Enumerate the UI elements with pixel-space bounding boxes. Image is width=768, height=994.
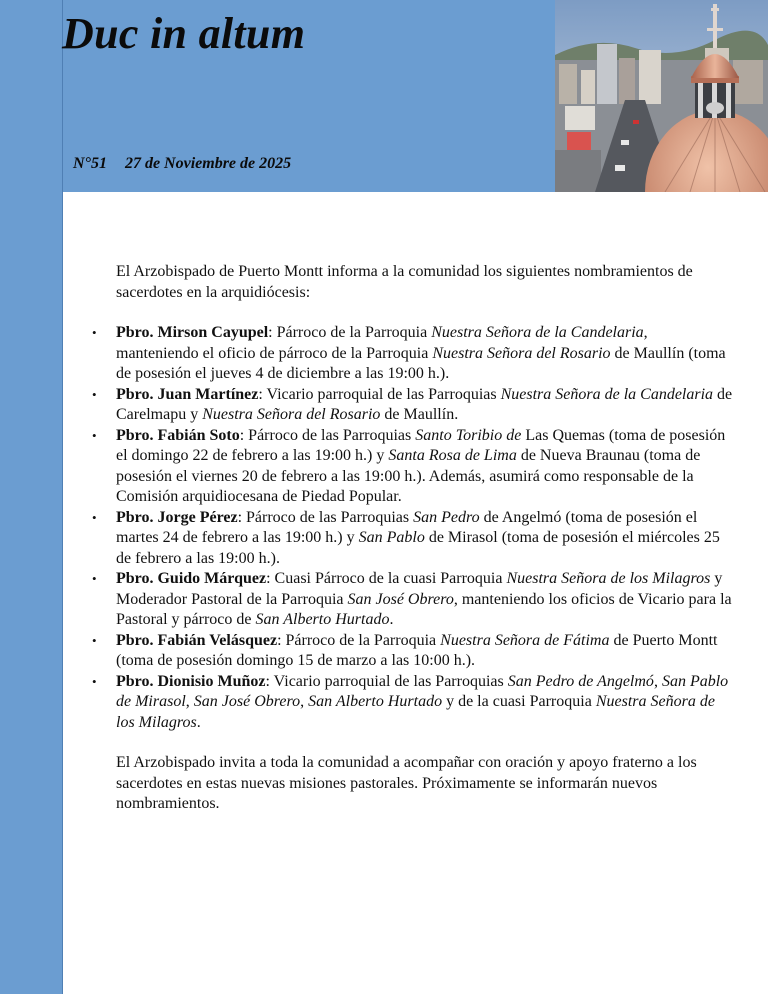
bullet-icon: • (92, 632, 97, 648)
priest-name: Pbro. Jorge Pérez (116, 508, 238, 526)
appointment-text: , manteniendo los oficios de Vicario para la Pastoral y párroco de (116, 590, 732, 628)
priest-name: Pbro. Dionisio Muñoz (116, 672, 266, 690)
parish-name: Nuestra Señora de Fátima (440, 631, 610, 649)
parish-name: San Alberto Hurtado (308, 693, 443, 710)
appointment-text: de Mirasol (toma de posesión el miércoles 25 de febrero a las 19:00 h.). (116, 529, 720, 567)
appointments-list (92, 323, 734, 733)
appointment-item (92, 569, 734, 631)
appointment-item (92, 385, 734, 426)
appointment-text: de Angelmó (toma de posesión el martes 24 de febrero a las 19:00 h.) y (116, 508, 698, 546)
bullet-icon: • (92, 571, 97, 586)
appointment-text: de Maullín. (380, 406, 459, 423)
issue-date: 27 de Noviembre de 2025 (124, 155, 292, 172)
appointment-text: de Maullín (toma de posesión el jueves 4 de diciembre a las 19:00 h.). (116, 344, 726, 382)
parish-name: San Alberto Hurtado (255, 611, 390, 628)
appointment-text: : Párroco de la Parroquia (268, 324, 432, 341)
parish-name: Santo Toribio de (415, 426, 522, 444)
intro-paragraph: El Arzobispado de Puerto Montt informa a la comunidad los siguientes nombramientos de sacerdotes en la arquidiócesis: (116, 263, 693, 301)
parish-name: Nuestra Señora de los Milagros (506, 570, 711, 587)
appointment-text: , manteniendo el oficio de párroco de la Parroquia (116, 324, 648, 362)
parish-name: Nuestra Señora del Rosario (202, 406, 381, 423)
appointment-text: : Cuasi Párroco de la cuasi Parroquia (266, 570, 507, 587)
priest-name: Pbro. Fabián Soto (116, 426, 240, 444)
appointment-text: : Vicario parroquial de las Parroquias (265, 672, 508, 690)
priest-name: Pbro. Guido Márquez (116, 570, 267, 587)
newsletter-title: Duc in altum (62, 9, 306, 58)
parish-name: Santa Rosa de Lima (388, 447, 517, 464)
parish-name: Nuestra Señora de la Candelaria (431, 324, 644, 341)
appointment-text: . (196, 713, 201, 731)
bullet-icon: • (92, 325, 97, 340)
bullet-icon: • (92, 427, 97, 443)
bullet-icon: • (92, 509, 97, 525)
appointment-text: : Vicario parroquial de las Parroquias (258, 385, 501, 403)
closing-paragraph: El Arzobispado invita a toda la comunidad a acompañar con oración y apoyo fraterno a los sacerdotes en estas nuevas misiones pastorales. Próximamente se informarán nuevos nombramientos. (116, 754, 697, 812)
priest-name: Pbro. Mirson Cayupel (116, 324, 269, 341)
appointment-item (92, 323, 734, 385)
appointment-text: de Carelmapu y (116, 385, 733, 423)
parish-name: Nuestra Señora de la Candelaria (500, 385, 714, 403)
appointment-text: y Moderador Pastoral de la Parroquia (116, 570, 723, 608)
issue-info (73, 155, 291, 173)
appointment-item (92, 672, 734, 734)
appointment-text: . (389, 611, 394, 628)
parish-name: San Pedro (413, 508, 480, 526)
appointment-text: de Puerto Montt (toma de posesión domingo 15 de marzo a las 10:00 h.). (116, 631, 718, 669)
appointment-item (92, 508, 734, 570)
appointment-text: de Nueva Braunau (toma de posesión el viernes 20 de febrero a las 19:00 h.). Además, asumirá como responsable de la Comisión arquidiocesana de Piedad Popular. (116, 447, 701, 505)
parish-name: San José Obrero (347, 590, 454, 608)
appointment-text: , (300, 693, 309, 710)
parish-name: San José Obrero (193, 693, 301, 710)
appointment-text: , (185, 693, 194, 710)
issue-number: N°51 (73, 155, 107, 172)
parish-name: San Pablo de Mirasol (116, 672, 729, 710)
bullet-icon: • (92, 386, 97, 402)
article-body (92, 262, 734, 815)
cathedral-dome-photo (555, 0, 768, 192)
appointment-text: Las Quemas (toma de posesión el domingo 22 de febrero a las 19:00 h.) y (116, 426, 726, 464)
appointment-text: : Párroco de las Parroquias (239, 426, 416, 444)
parish-name: San Pablo (358, 529, 425, 546)
priest-name: Pbro. Fabián Velásquez (116, 631, 278, 649)
appointment-text: y de la cuasi Parroquia (442, 693, 596, 710)
bullet-icon: • (92, 673, 97, 689)
parish-name: Nuestra Señora de los Milagros (116, 693, 715, 731)
priest-name: Pbro. Juan Martínez (116, 385, 259, 403)
appointment-text: : Párroco de la Parroquia (277, 631, 441, 649)
parish-name: Nuestra Señora del Rosario (432, 344, 611, 362)
appointment-item (92, 426, 734, 508)
appointment-text: : Párroco de las Parroquias (237, 508, 414, 526)
appointment-item (92, 631, 734, 672)
left-sidebar-bar (0, 0, 63, 994)
appointment-text: , (653, 672, 662, 690)
parish-name: San Pedro de Angelmó (507, 672, 654, 690)
